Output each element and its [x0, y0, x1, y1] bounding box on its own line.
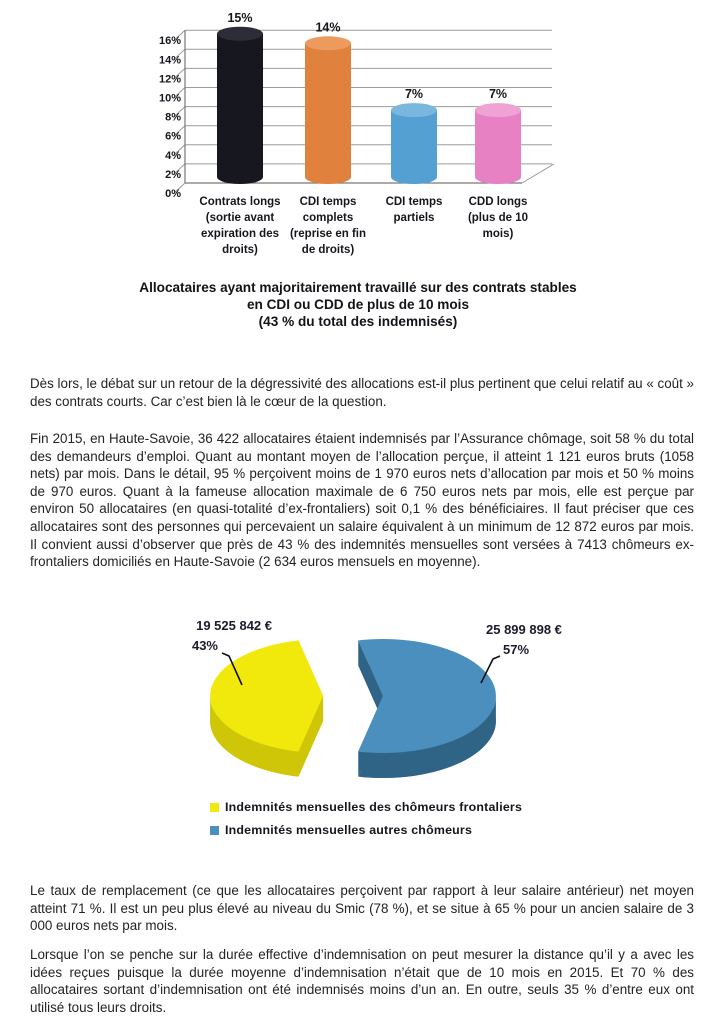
svg-text:15%: 15%	[227, 10, 253, 25]
svg-text:(plus de 10: (plus de 10	[467, 212, 529, 224]
svg-text:de droits): de droits)	[301, 244, 355, 256]
svg-text:2%: 2%	[165, 168, 181, 181]
svg-text:12%: 12%	[158, 73, 181, 86]
legend-item-frontaliers	[210, 800, 522, 814]
svg-text:8%: 8%	[165, 111, 181, 124]
bar-chart-caption	[0, 279, 716, 330]
bar-chart	[148, 6, 578, 258]
svg-text:(reprise en fin: (reprise en fin	[289, 228, 367, 240]
caption-line: Allocataires ayant majoritairement travaillé sur des contrats stables	[139, 280, 577, 295]
svg-text:CDD longs: CDD longs	[468, 196, 528, 208]
svg-text:16%: 16%	[158, 35, 181, 48]
paragraph-taux-remplacement: Le taux de remplacement (ce que les allocataires perçoivent par rapport à leur salaire antérieur) net moyen atteint 71 %. Il est un peu plus élevé au niveau du Smic (78 %), et se situe à 65 % pour un ancien salaire de 3 000 euros nets par mois.	[30, 883, 694, 934]
pie-chart-shapes	[192, 618, 562, 778]
legend-label: Indemnités mensuelles autres chômeurs	[225, 823, 473, 837]
pie-chart-figure	[138, 604, 598, 802]
pie-legend	[210, 800, 522, 846]
legend-label: Indemnités mensuelles des chômeurs frontaliers	[225, 800, 523, 814]
pie-chart	[138, 604, 598, 802]
paragraph-degressivite: Dès lors, le débat sur un retour de la dégressivité des allocations est-il plus pertinent que celui relatif au « coût » des contrats courts. Car c’est bien là le cœur de la question.	[30, 376, 694, 409]
svg-text:droits): droits)	[222, 244, 258, 256]
svg-text:14%: 14%	[158, 54, 181, 67]
svg-text:mois): mois)	[482, 228, 514, 240]
legend-swatch-autres-icon	[210, 826, 219, 835]
paragraph-haute-savoie: Fin 2015, en Haute-Savoie, 36 422 allocataires étaient indemnisés par l’Assurance chômage, soit 58 % du total des demandeurs d’emploi. Quant au montant moyen de l’allocation perçue, il atteint 1 121 euros bruts (1058 nets) par mois. Dans le détail, 95 % perçoivent moins de 1 970 euros nets d’allocation par mois et 50 % moins de 970 euros. Quant à la fameuse allocation maximale de 6 750 euros nets par mois, elle est perçue par environ 50 allocataires (en quasi-totalité d’ex-frontaliers) soit 0,1 % des bénéficiaires. Il faut préciser que ces allocataires sont des personnes qui percevaient un salaire équivalent à un minimum de 12 872 euros par mois. Il convient aussi d’observer que près de 43 % des indemnités mensuelles sont versées à 7413 chômeurs ex-frontaliers domiciliés en Haute-Savoie (2 634 euros mensuels en moyenne).	[30, 431, 694, 570]
caption-line: (43 % du total des indemnisés)	[258, 314, 458, 329]
svg-text:(sortie avant: (sortie avant	[205, 212, 275, 224]
svg-text:7%: 7%	[488, 87, 508, 102]
caption-line: en CDI ou CDD de plus de 10 mois	[246, 297, 470, 312]
svg-text:complets: complets	[302, 212, 354, 224]
svg-text:Contrats longs: Contrats longs	[199, 196, 281, 208]
bar-chart-figure	[148, 6, 578, 258]
svg-text:25 899 898 €: 25 899 898 €	[486, 622, 562, 637]
svg-text:19 525 842 €: 19 525 842 €	[196, 618, 272, 633]
svg-text:6%: 6%	[165, 130, 181, 143]
legend-swatch-frontaliers-icon	[210, 803, 219, 812]
svg-text:7%: 7%	[404, 87, 424, 102]
svg-text:CDI temps: CDI temps	[385, 196, 443, 208]
svg-text:14%: 14%	[315, 20, 341, 35]
svg-text:CDI temps: CDI temps	[299, 196, 357, 208]
svg-text:57%: 57%	[503, 642, 530, 657]
paragraph-duree-indemnisation: Lorsque l’on se penche sur la durée effective d’indemnisation on peut mesurer la distance qu’il y a avec les idées reçues puisque la durée moyenne d’indemnisation n’était que de 10 mois en 2015. Et 70 % des allocataires sortant d’indemnisation ont été indemnisés moins d’un an. En outre, seuls 35 % d’entre eux ont utilisé tous leurs droits.	[30, 947, 694, 1015]
svg-text:expiration des: expiration des	[201, 228, 279, 240]
svg-text:0%: 0%	[165, 188, 181, 200]
svg-text:10%: 10%	[158, 92, 181, 105]
bar-chart-shapes	[159, 11, 554, 256]
svg-text:4%: 4%	[165, 149, 181, 162]
legend-item-autres	[210, 823, 522, 837]
svg-text:43%: 43%	[191, 638, 218, 653]
svg-text:partiels: partiels	[393, 212, 435, 224]
